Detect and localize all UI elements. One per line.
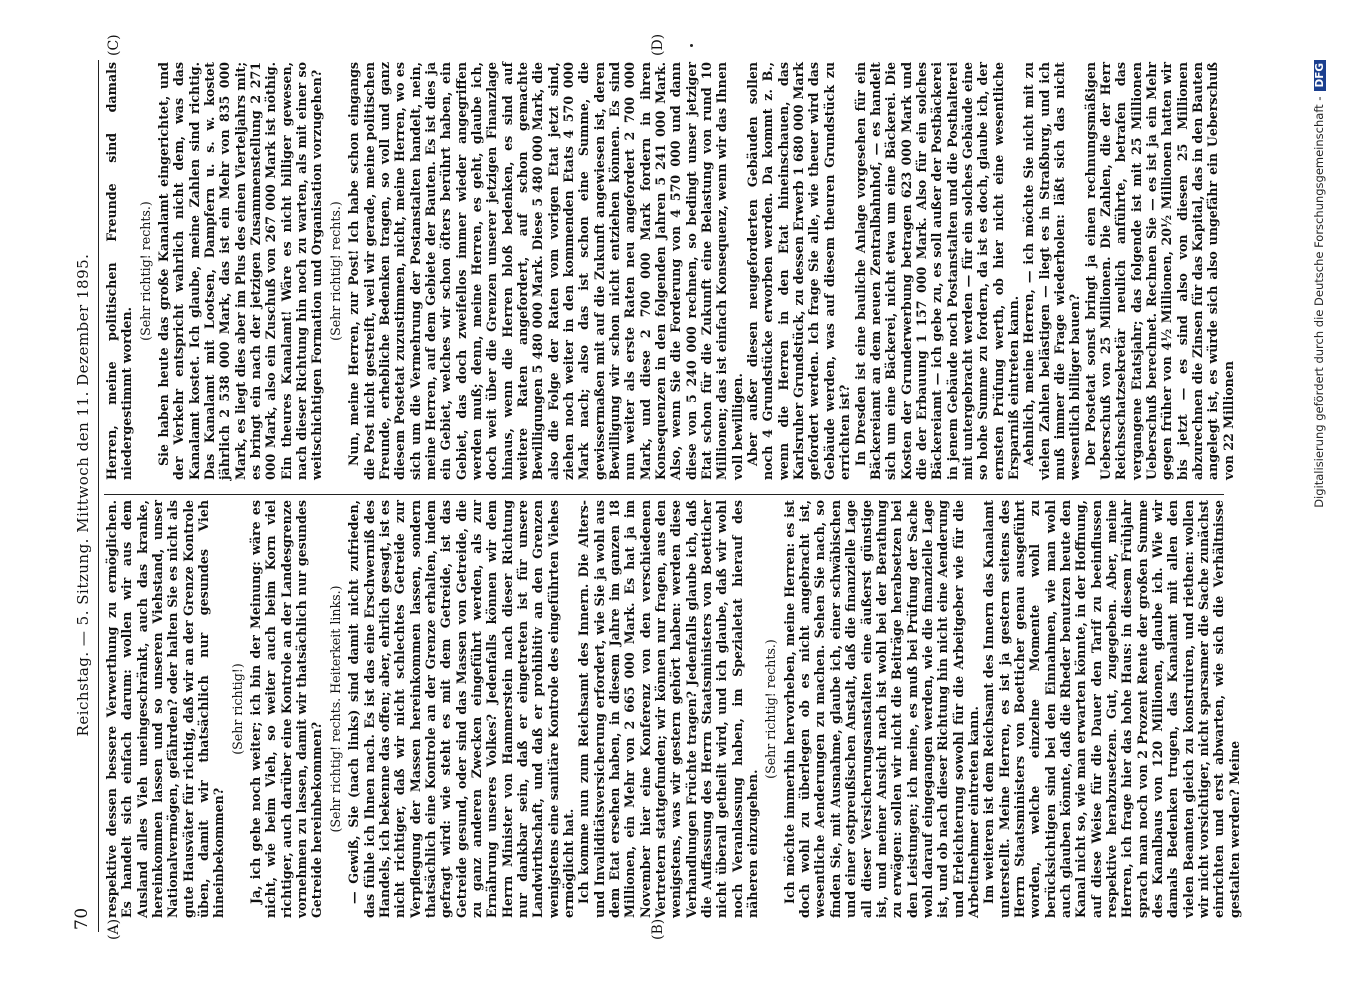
paragraph: Herren, meine politischen Freunde sind damals niedergestimmt worden. bbox=[104, 62, 135, 480]
interjection: (Sehr richtig! rechts. Heiterkeit links.) bbox=[327, 585, 343, 833]
interjection: (Sehr richtig! rechts.) bbox=[763, 639, 779, 779]
paragraph: Aehnlich, meine Herren, — ich möchte Sie nicht mit zu vielen Zahlen belästigen — liegt es in Straßburg, und ich muß immer die Frage wiederholen: läßt sich das nicht wesentlich billiger bauen? bbox=[1021, 62, 1083, 480]
interjection: (Sehr richtig!) bbox=[229, 663, 245, 755]
digitization-footer bbox=[1312, 60, 1326, 940]
left-column bbox=[104, 500, 1242, 918]
column-divider bbox=[104, 494, 1224, 495]
footer-text: Digitalisierung gefördert durch die Deutsche Forschungsgemeinschaft - bbox=[1312, 96, 1326, 508]
margin-letter-c: (C) bbox=[106, 34, 122, 56]
paragraph: Aber außer diesen neugeforderten Gebäuden sollen noch 4 Grundstücke erworben werden. Da kommt z. B., wenn die Herren in den Etat hineinschauen, das Karlsruher Grundstück, zu dessen Erwerb 1 680 000 Mark gefordert werden. Ich frage Sie alle, wie theuer wird das Gebäude werden, was auf diesem theuren Grundstück zu errichten ist? bbox=[745, 62, 853, 480]
running-title: Reichstag. — 5. Sitzung. Mittwoch den 11. Dezember 1895. bbox=[74, 253, 92, 737]
ink-dot bbox=[690, 44, 693, 47]
header-rule bbox=[98, 60, 99, 932]
margin-letter-a: (A) bbox=[106, 918, 122, 940]
interjection: (Sehr richtig! rechts.) bbox=[137, 201, 153, 341]
right-column bbox=[104, 62, 1236, 480]
paragraph: respektive dessen bessere Verwerthung zu ermöglichen. Es handelt sich einfach darum: wollen wir aus dem Ausland alles Vieh uneingeschränkt, auch das kranke, hereinkommen lassen und so unseren Viehstand, unser Nationalvermögen, gefährden? oder halten Sie es nicht als gute Hausväter für richtig, daß wir an der Grenze Kontrole üben, damit wir thatsächlich nur gesundes Vieh hineinbekommen? bbox=[104, 500, 227, 918]
dfg-logo: DFG bbox=[1314, 60, 1326, 91]
margin-letter-b: (B) bbox=[650, 918, 666, 940]
paragraph: Nun, meine Herren, zur Post! Ich habe schon eingangs die Post nicht gestreift, weil wir gerade, meine politischen Freunde, erhebliche Bedenken tragen, so voll und ganz diesem Postetat zuzustimmen, nicht, meine Herren, wo es sich um die Vermehrung der Postanstalten handelt, nein, meine Herren, auf dem Gebiete der Bauten. Es ist dies ja ein Gebiet, welches wir schon öfters berührt haben, ein Gebiet, das doch zweifellos immer wieder angegriffen werden muß; denn, meine Herren, es geht, glaube ich, doch weit über die Grenzen unserer jetzigen Finanzlage hinaus, wenn die Herren bloß bedenken, es sind auf weitere Raten angefordert, auf schon gemachte Bewilligungen 5 480 000 Mark. Diese 5 480 000 Mark, die also die Folge der Raten vom vorigen Etat jetzt sind, ziehen noch weiter in den kommenden Etats 4 570 000 Mark nach; also das ist schon eine Summe, die gewissermaßen mit auf die Zukunft angewiesen ist, deren Bewilligung wir schon nicht entziehen können. Es sind nun weiter als erste Raten neu angefordert 2 700 000 Mark, und diese 2 700 000 Mark fordern in ihren Konsequenzen in den folgenden Jahren 5 241 000 Mark. Also, wenn Sie die Forderung von 4 570 000 und dann diese von 5 240 000 rechnen, so bedingt unser jetziger Etat schon für die Zukunft eine Belastung von rund 10 Millionen; das ist einfach Konsequenz, wenn wir das Ihnen voll bewilligen. bbox=[346, 62, 745, 480]
paragraph: Ich möchte immerhin hervorheben, meine Herren: es ist doch wohl zu überlegen ob es nicht angebracht ist, wesentliche Aenderungen zu machen. Sehen Sie nach, so finden Sie, mit Ausnahme, glaube ich, einer schwäbischen und einer ostpreußischen Anstalt, daß die finanzielle Lage all dieser Versicherungsanstalten eine äußerst günstige ist, und meiner Ansicht nach ist wohl bei der Berathung zu erwägen: sollen wir nicht die Beiträge herabsetzen bei den Leistungen; ich meine, es muß bei Prüfung der Sache wohl darauf eingegangen werden, wie die finanzielle Lage ist, und ob nach dieser Richtung hin nicht eine Aenderung und Erleichterung sowohl für die Arbeitgeber wie für die Arbeitnehmer eintreten kann. bbox=[781, 500, 981, 918]
paragraph: — Gewiß, Sie (nach links) sind damit nicht zufrieden, das fühle ich Ihnen nach. Es ist das eine Erschwerniß des Handels, ich bekenne das offen; aber, ehrlich gesagt, ist es nicht richtiger, daß wir nicht schlechtes Getreide zur Verpflegung der Massen hereinkommen lassen, sondern thatsächlich eine Kontrole an der Grenze erhalten, indem gefragt wird: wie steht es mit dem Getreide, ist das Getreide gesund, oder sind das Massen von Getreide, die zu ganz anderen Zwecken eingeführt werden, als zur Ernährung unseres Volkes? Jedenfalls können wir dem Herrn Minister von Hammerstein nach dieser Richtung nur dankbar sein, daß er eingetreten ist für unsere Landwirthschaft, und daß er prohibitiv an den Grenzen wenigstens eine sanitäre Kontrole des eingeführten Viehes ermöglicht hat. bbox=[346, 500, 576, 918]
page-number: 70 bbox=[72, 907, 92, 930]
paragraph: Ich komme nun zum Reichsamt des Innern. Die Alters- und Invaliditätsversicherung erfordert, wie Sie ja wohl aus dem Etat ersehen haben, in diesem Jahre im ganzen 18 Millionen, ein Mehr von 2 665 000 Mark. Es hat ja im November hier eine Konferenz von den verschiedenen Vertretern stattgefunden; wir können nur fragen, aus den wenigstens, was wir gestern gehört haben: werden diese Verhandlungen Früchte tragen? Jedenfalls glaube ich, daß die Auffassung des Herrn Staatsministers von Boetticher nicht überall getheilt wird, und ich glaube, daß wir wohl noch Veranlassung haben, im Spezialetat hierauf des näheren einzugehen. bbox=[576, 500, 761, 918]
page-header bbox=[72, 60, 96, 930]
paragraph: Ja, ich gehe noch weiter; ich bin der Meinung: wäre es nicht, wie beim Vieh, so weiter auch beim Korn viel richtiger, auch darüber eine Kontrole an der Landesgrenze vornehmen zu lassen, damit wir thatsächlich nur gesundes Getreide hereinbekommen? bbox=[248, 500, 325, 918]
paragraph: Der Postetat sonst bringt ja einen rechnungsmäßigen Ueberschuß von 25 Millionen. Die Zahlen, die der Herr Reichsschatzsekretär neulich anführte, betrafen das vergangene Etatsjahr; das folgende ist mit 25 Millionen Ueberschuß berechnet. Rechnen Sie — es ist ja ein Mehr gegen früher von 4½ Millionen, 20½ Millionen hatten wir bis jetzt — es sind also von diesen 25 Millionen abzurechnen die Zinsen für das Kapital, das in den Bauten angelegt ist, es würde sich also ungefähr ein Ueberschuß von 22 Millionen bbox=[1082, 62, 1236, 480]
paragraph: In Dresden ist eine bauliche Anlage vorgesehen für ein Bäckereiamt an dem neuen Zentralbahnhof, — es handelt sich um eine Bäckerei, nicht etwa um eine Bäckerei. Die Kosten der Grunderwerbung betragen 623 000 Mark und die der Erbauung 1 157 000 Mark. Also für ein solches Bäckereiamt — ich gebe zu, es soll außer der Postbäckerei in jenem Gebäude noch Postanstalten und die Posthalterei mit untergebracht werden — für ein solches Gebäude eine so hohe Summe zu fordern, da ist es doch, glaube ich, der ernsten Prüfung werth, ob hier nicht eine wesentliche Ersparniß eintreten kann. bbox=[852, 62, 1021, 480]
paragraph: Sie haben heute das große Kanalamt eingerichtet, und der Verkehr entspricht wahrlich nicht dem, was das Kanalamt kostet. Ich glaube, meine Zahlen sind richtig. Das Kanalamt mit Lootsen, Dampfern u. s. w. kostet jährlich 2 538 000 Mark, das ist ein Mehr von 835 000 Mark, es liegt dies aber im Plus des einen Vierteljahrs mit; es bringt ein nach der jetzigen Zusammenstellung 2 271 000 Mark, also ein Zuschuß von 267 000 Mark ist nöthig. Ein theures Kanalamt! Wäre es nicht billiger gewesen, nach dieser Richtung hin noch zu warten, als mit einer so weitschichtigen Formation und Organisation vorzugehen? bbox=[156, 62, 325, 480]
paragraph: Im weiteren ist dem Reichsamt des Innern das Kanalamt unterstellt. Meine Herren, es ist ja gestern seitens des Herrn Staatsministers von Boetticher genau ausgeführt worden, welche einzelne Momente wohl zu berücksichtigen sind bei den Einnahmen, wie man wohl auch glauben könnte, daß die Rheder benutzen heute den Kanal nicht so, wie man erwarten könnte, in der Hoffnung, auf diese Weise für die Dauer den Tarif zu beeinflussen respektive herabzusetzen. Gut, zugegeben. Aber, meine Herren, ich frage hier das hohe Haus: in diesem Frühjahr sprach man noch von 2 Prozent Rente der großen Summe des Kanalbaus von 120 Millionen, glaube ich. Wie wir damals Bedenken trugen, das Kanalamt mit allen den vielen Beamten gleich zu konstruiren, und riethen: wollen wir nicht vorsichtiger, nicht sparsamer die Sache zunächst einrichten und erst abwarten, wie sich die Verhältnisse gestalten werden? Meine bbox=[981, 500, 1242, 918]
interjection: (Sehr richtig! rechts.) bbox=[327, 201, 343, 341]
margin-letter-d: (D) bbox=[650, 33, 666, 56]
